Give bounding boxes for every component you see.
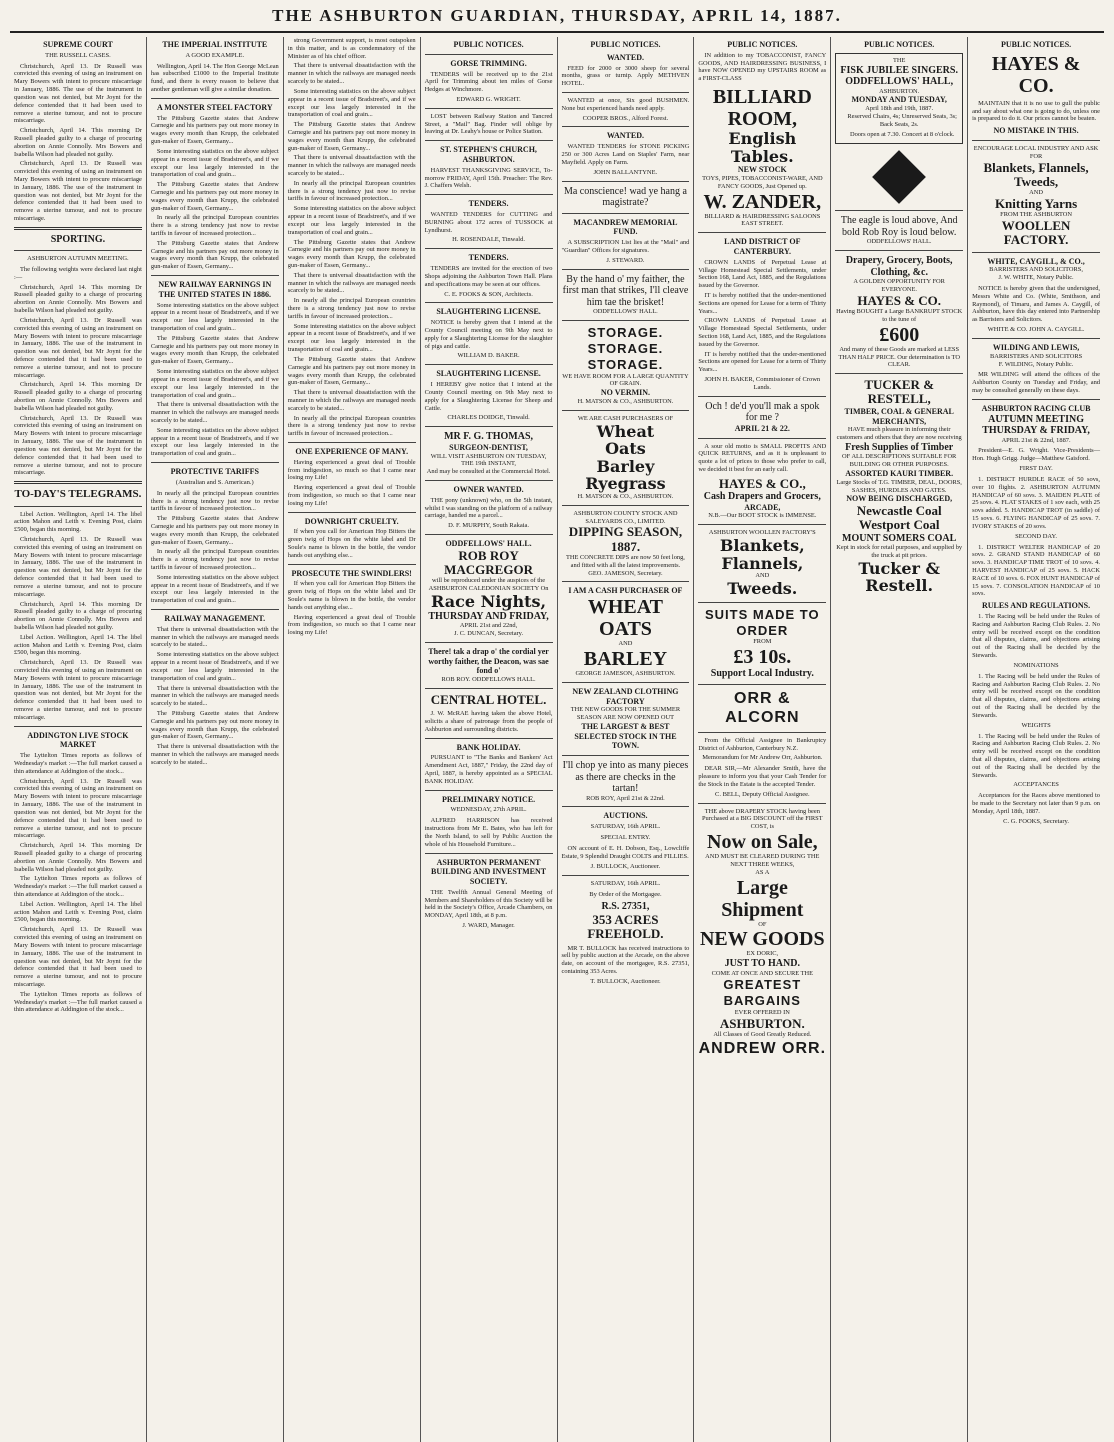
- article-paragraph: Having experienced a great deal of Trouble from indigestion, so much so that I came near losing my Life!: [287, 458, 416, 482]
- notice-signature: EDWARD G. WRIGHT.: [456, 95, 521, 103]
- article-paragraph: Having experienced a great deal of Trouble from indigestion, so much so that I came near losing my Life!: [287, 484, 416, 507]
- divider: [425, 364, 553, 365]
- divider: [425, 248, 553, 249]
- article-paragraph: That there is universal dissatisfaction with the manner in which the railways are managed needs scarcely to be stated...: [150, 743, 279, 766]
- divider: [562, 505, 690, 506]
- hayes-ad: HAYES & CO.: [991, 52, 1081, 97]
- divider: [288, 512, 416, 513]
- divider: [835, 210, 963, 211]
- article-paragraph: Christchurch, April 14. This morning Dr Russell pleaded guilty to a charge of procuring abortion on Annie Connolly. Mrs Bowers and Isabella Wilson had pleaded not guilty.: [14, 283, 142, 315]
- clothing-factory-ad: NEW ZEALAND CLOTHING FACTORY THE NEW GOODS FOR THE SUMMER SEASON ARE NOW OPENED OUT THE LARGEST & BEST SELECTED STOCK IN THE TOWN.: [570, 686, 681, 751]
- quote-ad: Och ! de'd you'll mak a spok for me ? APRIL 21 & 22.: [705, 400, 820, 433]
- divider: [425, 853, 553, 854]
- divider: [698, 438, 826, 439]
- notice-text: 1. DISTRICT HURDLE RACE of 50 sovs, over 10 flights. 2. ASHBURTON AUTUMN HANDICAP of 60 sovs. 3. MAIDEN PLATE of 25 sovs. 4. FLAT STAKES of 1 sov each, with 25 sovs added. 5. HANDICAP TROT (in saddle) of 15 sovs. 6. FLYING HANDICAP of 25 sovs. 7. IVORY STAKES of 20 sovs.: [972, 475, 1100, 530]
- woollen-factory-ad: ENCOURAGE LOCAL INDUSTRY AND ASK FOR Blankets, Flannels, Tweeds, AND Knitting Yarns FROM THE ASHBURTON WOOLLEN FACTORY.: [973, 144, 1099, 248]
- headline: NEW RAILWAY EARNINGS IN THE UNITED STATES IN 1886.: [158, 280, 272, 299]
- divider: [698, 396, 826, 397]
- diamond-ornament: [835, 158, 963, 196]
- divider: [562, 320, 690, 321]
- subheadline: WEDNESDAY, 27th APRIL.: [450, 806, 527, 814]
- quote-ad: The eagle is loud above, And bold Rob Roy is loud below. ODDFELLOWS' HALL.: [840, 215, 958, 246]
- notice-text: WANTED TENDERS for CUTTING and BURNING about 172 acres of TUSSOCK at Lyndhurst.: [424, 210, 553, 234]
- subheadline: FIRST DAY.: [1019, 465, 1053, 473]
- notice-signature: J. WARD, Manager.: [462, 922, 515, 929]
- notice-signature: H. ROSENDALE, Tinwald.: [452, 236, 525, 244]
- divider: [425, 480, 553, 481]
- article-paragraph: In nearly all the principal European countries there is a strong tendency just now to revise tariffs in favour of increased protection...: [150, 214, 279, 238]
- notice-text: NOTICE is hereby given that I intend at the County Council meeting on 9th May next to apply for a Slaughtering License for the slaughter of pigs and cattle.: [424, 319, 553, 350]
- divider: [14, 250, 142, 251]
- notice-text: CROWN LANDS of Perpetual Lease at Village Homestead Special Settlements, under Section 168, Land Act, 1885, and the Regulations issued by the Governor.: [698, 317, 827, 348]
- article-paragraph: That there is universal dissatisfaction with the manner in which the railways are managed needs scarcely to be stated...: [287, 62, 416, 86]
- billiard-ad: BILLIARD ROOM, English Tables. NEW STOCK TOYS, PIPES, TOBACCONIST-WARE, AND FANCY GOODS, Just Opened up. W. ZANDER, BILLIARD & HAIRDRESSING SALOONS EAST STREET.: [702, 86, 823, 228]
- divider: [698, 232, 826, 233]
- article-paragraph: Some interesting statistics on the above subject appear in a recent issue of Bradstreet's, and if we except our less largely interested in the transportation of coal and grain...: [150, 573, 279, 605]
- rob-roy-ad: ODDFELLOWS' HALL. ROB ROY MACGREGOR will be reproduced under the auspices of the ASHBURTON CALEDONIAN SOCIETY On Race Nights, THURSDAY AND FRIDAY, APRIL 21st and 22nd, J. C. DUNCAN, Secretary.: [428, 539, 549, 637]
- divider: [835, 373, 963, 374]
- column-4: [421, 37, 558, 1442]
- notice-signature: T. BULLOCK, Auctioneer.: [590, 977, 661, 985]
- headline: PROSECUTE THE SWINDLERS!: [291, 568, 412, 578]
- notice-text: MR WILDING will attend the offices of the Ashburton County on Tuesday and Friday, and may be consulted generally on these days.: [972, 371, 1100, 395]
- divider: [698, 732, 826, 733]
- divider: [14, 726, 142, 727]
- divider: [562, 806, 690, 807]
- notice-signature: WHITE & CO. JOHN A. CAYGILL.: [987, 326, 1085, 334]
- article-paragraph: If when you call for American Hop Bitters the green twig of Hops on the white label and Dr Soule's name is blown in the bottle, the vendor hands out anything else...: [287, 580, 416, 611]
- divider: [288, 442, 416, 443]
- article-paragraph: Christchurch, April 14. This morning Dr Russell pleaded guilty to a charge of procuring abortion on Annie Connolly. Mrs Bowers and Isabella Wilson had pleaded not guilty.: [14, 600, 142, 631]
- article-paragraph: The Lyttelton Times reports as follows of Wednesday's market :—The full market caused a thin attendance at Addington of the stock...: [14, 752, 142, 775]
- divider: [425, 688, 553, 689]
- headline: LAND DISTRICT OF CANTERBURY.: [724, 237, 801, 256]
- article-paragraph: Some interesting statistics on the above subject appear in a recent issue of Bradstreet's, and if we except our less largely interested in the transportation of coal and grain...: [287, 205, 416, 236]
- notice-text: DEAR SIR,—Mr Alexander Smith, have the pleasure to inform you that your Cash Tender for the Stock in the Estate is the accepted Tender.: [698, 765, 827, 788]
- headline: ADDINGTON LIVE STOCK MARKET: [27, 730, 129, 750]
- notice-signature: JOHN BALLANTYNE.: [593, 168, 658, 176]
- divider: [151, 275, 279, 276]
- article-paragraph: Christchurch, April 13. Dr Russell was convicted this evening of using an instrument on Mary Bowers with intent to procure miscarriage in January, 1886. The use of the instrument in question was not denied, but Mr Joynt for the defence contended that it had been used to remove a uterine tumour, and not to procure miscarriage.: [14, 659, 142, 721]
- subheadline: NOMINATIONS: [1013, 661, 1059, 669]
- divider: [972, 252, 1100, 253]
- notice-text: A sour old motto is SMALL PROFITS AND QUICK RETURNS, and as it is unpleasant to quote a lot of prices to those who prefer to call, we decided it best for an early call.: [698, 442, 827, 474]
- article-paragraph: Christchurch, April 13. Dr Russell was convicted this evening of using an instrument on Mary Bowers with intent to procure miscarriage in January, 1886. The use of the instrument in question was not denied, but Mr Joynt for the defence contended that it had been used to remove a uterine tumour, and not to procure miscarriage.: [14, 62, 142, 125]
- notice-text: Acceptances for the Races above mentioned to be made to the Secretary not later than 9 p.m. on Monday, April 18th, 1887.: [972, 792, 1100, 816]
- divider: [151, 609, 279, 610]
- article-paragraph: Libel Action. Wellington, April 14. The libel action Mahon and Leith v. Evening Post, claim £500, began this morning.: [14, 633, 142, 657]
- divider: [698, 524, 826, 525]
- column-2: [147, 37, 284, 1442]
- notice-text: President—E. G. Wright. Vice-Presidents—Hon. Hugh Grigg. Judge—Matthew Gaisford.: [972, 447, 1100, 463]
- dentist-ad: MR F. G. THOMAS, SURGEON-DENTIST, WILL VISIT ASHBURTON ON TUESDAY, THE 19th INSTANT, And may be consulted at the Commercial Hotel.: [426, 431, 551, 476]
- divider: [562, 181, 690, 182]
- divider: [698, 803, 826, 804]
- headline: A MONSTER STEEL FACTORY: [156, 102, 273, 112]
- article-paragraph: The Pittsburg Gazette states that Andrew Carnegie and his partners pay out more money in wages every month than Krupp, the celebrated gun-maker of Essen, Germany...: [150, 334, 279, 366]
- notice-text: ON account of E. H. Dobson, Esq., Lowcliffe Estate, 9 Splendid Draught COLTS and FILLIES.: [561, 845, 690, 860]
- article-paragraph: Christchurch, April 13. Dr Russell was convicted this evening of using an instrument on Mary Bowers with intent to procure miscarriage in January, 1886. The use of the instrument in question was not denied, but Mr Joynt for the defence contended that it had been used to remove a uterine tumour, and not to procure miscarriage.: [14, 414, 142, 477]
- article-paragraph: That there is universal dissatisfaction with the manner in which the railways are managed needs scarcely to be stated...: [150, 684, 279, 708]
- article-paragraph: Some interesting statistics on the above subject appear in a recent issue of Bradstreet's, and if we except our less largely interested in the transportation of coal and grain...: [150, 301, 279, 333]
- article-paragraph: That there is universal dissatisfaction with the manner in which the railways are managed needs scarcely to be stated...: [287, 389, 416, 412]
- notice-text: MR T. BULLOCK has received instructions to sell by public auction at the Arcade, on the above date, on account of the mortgagee, R.S. 27351, containing 353 Acres.: [561, 944, 690, 975]
- subheadline: ASHBURTON AUTUMN MEETING.: [27, 255, 129, 263]
- hayes-ad: HAYES & CO., Cash Drapers and Grocers, ARCADE, N.B.—Our BOOT STOCK is IMMENSE.: [703, 475, 821, 520]
- notice-text: TENDERS will be received up to the 21st April for Trimming about ten miles of Gorse Hedges at Winchmore.: [424, 70, 553, 94]
- orr-alcorn-ad: ORR & ALCORN: [725, 689, 800, 727]
- headline: PRELIMINARY NOTICE.: [441, 794, 536, 804]
- hayes-bankrupt-ad: Drapery, Grocery, Boots, Clothing, &c. A GOLDEN OPPORTUNITY FOR EVERYONE. HAYES & CO. Having BOUGHT a Large BANKRUPT STOCK to the tune of £600 And many of these Goods are marked at LESS THAN HALF PRICE. Our determination is TO CLEAR.: [836, 255, 963, 369]
- divider: [14, 481, 142, 484]
- notice-signature: J. BULLOCK, Auctioneer.: [590, 862, 661, 870]
- headline: PROTECTIVE TARIFFS: [170, 467, 259, 477]
- andrew-orr-ad: THE above DRAPERY STOCK having been Purchased at a BIG DISCOUNT off the FIRST COST, is Now on Sale, AND MUST BE CLEARED DURING THE NEXT THREE WEEKS, AS A Large Shipment OF NEW GOODS EX DORIC, JUST TO HAND. COME AT ONCE AND SECURE THE GREATEST BARGAINS EVER OFFERED IN ASHBURTON. All Classes of Good Greatly Reduced. ANDREW ORR.: [698, 807, 827, 1058]
- divider: [425, 790, 553, 791]
- column-3: [284, 37, 421, 1442]
- notice-text: I HEREBY give notice that I intend at the County Council meeting on 9th May next to apply for a Slaughtering License for Sheep and Cattle.: [424, 381, 553, 412]
- divider: [425, 642, 553, 643]
- headline: GORSE TRIMMING.: [450, 58, 527, 68]
- wilding-lewis-ad: WILDING AND LEWIS, BARRISTERS AND SOLICITORS F. WILDING, Notary Public.: [989, 343, 1083, 368]
- divider: [562, 92, 690, 93]
- headline: SPORTING.: [50, 233, 106, 245]
- subheadline: SECOND DAY.: [1015, 532, 1058, 540]
- divider: [562, 682, 690, 683]
- notice-text: WANTED TENDERS for STONE PICKING 250 or 300 Acres Land on Staples' Farm, near Mayfield. Apply on Farm.: [561, 143, 690, 166]
- column-8: [968, 37, 1104, 1442]
- article-paragraph: In nearly all the principal European countries there is a strong tendency just now to revise tariffs in favour of increased protection...: [287, 414, 416, 438]
- article-paragraph: The Pittsburg Gazette states that Andrew Carnegie and his partners pay out more money in wages every month than Krupp, the celebrated gun-maker of Essen, Germany...: [150, 709, 279, 741]
- notice-text: FEED for 2000 or 3000 sheep for several months, grass or turnip. Apply METHVEN HOTEL.: [561, 64, 690, 88]
- article-paragraph: Having experienced a great deal of Trouble from indigestion, so much so that I came near losing my Life!: [287, 613, 416, 637]
- notice-text: IN addition to my TOBACCONIST, FANCY GOODS, AND HAIRDRESSING BUSINESS, I have NOW OPENED my UPSTAIRS ROOM as a FIRST-CLASS: [698, 51, 827, 83]
- divider: [562, 875, 690, 876]
- divider: [425, 54, 553, 55]
- article-paragraph: The Pittsburg Gazette states that Andrew Carnegie and his partners pay out more money in wages every month than Krupp, the celebrated gun-maker of Essen, Germany...: [287, 121, 416, 152]
- notice-text: CROWN LANDS of Perpetual Lease at Village Homestead Special Settlements, under Section 168, Land Act, 1885, and the Regulations issued by the Governor.: [698, 258, 827, 290]
- article-paragraph: That there is universal dissatisfaction with the manner in which the railways are managed needs scarcely to be stated...: [287, 271, 416, 295]
- article-paragraph: Some interesting statistics on the above subject appear in a recent issue of Bradstreet's, and if we except our less largely interested in the transportation of coal and grain...: [287, 87, 416, 119]
- notice-text: IT is hereby notified that the under-mentioned Sections are opened for Lease for a term of Thirty Years...: [698, 291, 827, 315]
- notice-signature: C. E. FOOKS & SON, Architects.: [444, 290, 533, 298]
- jameson-grain-ad: I AM A CASH PURCHASER OF WHEAT OATS AND BARLEY GEORGE JAMESON, ASHBURTON.: [568, 586, 683, 677]
- divider: [288, 564, 416, 565]
- subheadline: SPECIAL ENTRY.: [600, 834, 651, 842]
- racing-club-ad: ASHBURTON RACING CLUB AUTUMN MEETING THURSDAY & FRIDAY, APRIL 21st & 22nd, 1887.: [981, 403, 1091, 444]
- divider: [425, 534, 553, 535]
- article-paragraph: Christchurch, April 14. This morning Dr Russell pleaded guilty to a charge of procuring abortion on Annie Connolly. Mrs Bowers and Isabella Wilson had pleaded not guilty.: [14, 381, 142, 412]
- divider: [14, 227, 142, 230]
- divider: [972, 338, 1100, 339]
- article-paragraph: Libel Action. Wellington, April 14. The libel action Mahon and Leith v. Evening Post, claim £500, began this morning.: [14, 510, 142, 534]
- headline: SUPREME COURT: [43, 40, 113, 49]
- article-paragraph: The Pittsburg Gazette states that Andrew Carnegie and his partners pay out more money in wages every month than Krupp, the celebrated gun-maker of Essen, Germany...: [150, 114, 279, 146]
- quote-ad: By the hand o' my faither, the first man that strikes, I'll cleave him tae the brisket! ODDFELLOWS' HALL.: [562, 273, 689, 316]
- divider: [562, 126, 690, 127]
- divider: [425, 738, 553, 739]
- article-paragraph: The Pittsburg Gazette states that Andrew Carnegie and his partners pay out more money in wages every month than Krupp, the celebrated gun-maker of Essen, Germany...: [287, 238, 416, 269]
- notice-signature: JOHN H. BAKER, Commissioner of Crown Lands.: [704, 376, 821, 391]
- notice-text: TENDERS are invited for the erection of two Shops adjoining the Ashburton Town Hall. Plans and specifications may be seen at our offices.: [424, 265, 553, 288]
- section-head: PUBLIC NOTICES.: [453, 40, 524, 49]
- notice-text: MAINTAIN that it is no use to gull the public and say about what one is going to do, unless one is prepared to do it. Our prices cannot be beaten.: [972, 99, 1100, 123]
- article-paragraph: Christchurch, April 14. This morning Dr Russell pleaded guilty to a charge of procuring abortion on Annie Connolly. Mrs Bowers and Isabella Wilson had pleaded not guilty.: [14, 842, 142, 873]
- notice-signature: J. STEWARD.: [606, 256, 645, 264]
- headline: ASHBURTON PERMANENT BUILDING AND INVESTMENT SOCIETY.: [430, 857, 547, 886]
- headline: SLAUGHTERING LICENSE.: [436, 369, 541, 379]
- divider: [972, 140, 1100, 141]
- columns: [10, 37, 1104, 1442]
- divider: [151, 98, 279, 99]
- subheadline: (Australian and S. American.): [175, 478, 254, 486]
- notice-text: WANTED at once, Six good BUSHMEN. None but experienced hands need apply.: [561, 96, 690, 112]
- notice-text: LOST between Railway Station and Tancred Street, a "Mail" Bag. Finder will oblige by leaving at Dr. Leahy's house or Police Station.: [424, 112, 553, 136]
- article-paragraph: Christchurch, April 13. Dr Russell was convicted this evening of using an instrument on Mary Bowers with intent to procure miscarriage in January, 1886. The use of the instrument in question was not denied, but Mr Joynt for the defence contended that it had been used to remove a uterine tumour, and not to procure miscarriage.: [14, 926, 142, 988]
- subheadline: WEIGHTS: [1021, 721, 1051, 729]
- tucker-restell-ad: TUCKER & RESTELL, TIMBER, COAL & GENERAL MERCHANTS, HAVE much pleasure in informing their customers and others that they are now receiving Fresh Supplies of Timber OF ALL DESCRIPTIONS SUITABLE FOR BUILDING OR OTHER PURPOSES. ASSORTED KAURI TIMBER. Large Stocks of T.G. TIMBER, DEAL, DOORS, SASHES, HURDLES AND GATES. NOW BEING DISCHARGED, Newcastle Coal Westport Coal MOUNT SOMERS COAL Kept in stock for retail purposes, and supplied by the truck at pit prices. Tucker & Restell.: [836, 377, 963, 596]
- notice-text: THE Twelfth Annual General Meeting of Members and Shareholders of this Society will be held in the Society's Office, Arcade Chambers, on MONDAY, April 18th, at 8 p.m.: [424, 888, 553, 920]
- headline: TENDERS.: [468, 253, 509, 263]
- divider: [972, 399, 1100, 400]
- headline: TO-DAY'S TELEGRAMS.: [14, 488, 142, 501]
- notice-signature: D. F. MURPHY, South Rakaia.: [448, 522, 530, 530]
- quote-ad: I'll chop ye into as many pieces as there are checks in the tartan! ROB ROY, April 21st & 22nd.: [562, 760, 689, 802]
- article-paragraph: Some interesting statistics on the above subject appear in a recent issue of Bradstreet's, and if we except our less largely interested in the transportation of coal and grain...: [150, 426, 279, 458]
- section-head: PUBLIC NOTICES.: [727, 40, 798, 49]
- divider: [562, 410, 690, 411]
- section-head: PUBLIC NOTICES.: [864, 40, 935, 49]
- notice-text: J. W. McRAE having taken the above Hotel, solicits a share of patronage from the people of Ashburton and surrounding districts.: [424, 710, 553, 733]
- headline: DOWNRIGHT CRUELTY.: [304, 516, 399, 526]
- headline: WANTED.: [606, 131, 644, 141]
- article-paragraph: In nearly all the principal European countries there is a strong tendency just now to revise tariffs in favour of increased protection...: [287, 179, 416, 203]
- article-paragraph: The Lyttelton Times reports as follows of Wednesday's market :—The full market caused a thin attendance at Addington of the stock...: [14, 990, 142, 1014]
- white-caygill-ad: WHITE, CAYGILL, & CO., BARRISTERS AND SOLICITORS, J. W. WHITE, Notary Public.: [987, 256, 1085, 282]
- divider: [562, 213, 690, 214]
- subheadline: ACCEPTANCES: [1013, 781, 1059, 789]
- divider: [425, 426, 553, 427]
- divider: [835, 250, 963, 251]
- headline: ST. STEPHEN'S CHURCH, ASHBURTON.: [440, 145, 537, 165]
- headline: THE IMPERIAL INSTITUTE: [162, 40, 268, 49]
- divider: [425, 302, 553, 303]
- divider: [562, 269, 690, 270]
- divider: [698, 684, 826, 685]
- notice-signature: CHARLES DOIDGE, Tinwald.: [447, 414, 530, 422]
- notice-text: NOTICE is hereby given that the undersigned, Messrs White and Co. (White, Smithson, and Raymond), of Timaru, and James A. Caygill, of Ashburton, have this day entered into Partnership as Barristers and Solicitors.: [972, 285, 1100, 324]
- divider: [14, 506, 142, 507]
- fisk-jubilee-ad: THE FISK JUBILEE SINGERS. ODDFELLOWS' HALL, ASHBURTON. MONDAY AND TUESDAY, April 18th and 19th, 1887. Reserved Chairs, 4s; Unreserved Seats, 3s; Back Seats, 2s. Doors open at 7.30. Concert at 8 o'clock.: [835, 53, 963, 145]
- article-paragraph: The Pittsburg Gazette states that Andrew Carnegie and his partners pay out more money in wages every month than Krupp, the celebrated gun-maker of Essen, Germany...: [150, 239, 279, 271]
- notice-text: 1. The Racing will be held under the Rules of Racing and Ashburton Racing Club Rules. 2. No entry will be received except on the condition that all disputes, claims, and objections arising out of the Racing shall be decided by the Stewards.: [972, 732, 1100, 779]
- divider: [562, 755, 690, 756]
- notice-text: A SUBSCRIPTION List lies at the "Mail" and "Guardian" Offices for signatures.: [561, 239, 690, 254]
- divider: [425, 194, 553, 195]
- headline: MACANDREW MEMORIAL FUND.: [573, 217, 678, 237]
- section-head: PUBLIC NOTICES.: [590, 40, 661, 49]
- article-paragraph: Christchurch, April 13. Dr Russell was convicted this evening of using an instrument on Mary Bowers with intent to procure miscarriage in January, 1886. The use of the instrument in question was not denied, but Mr Joynt for the defence contended that it had been used to remove a uterine tumour, and not to procure miscarriage.: [14, 316, 142, 379]
- article-paragraph: The Pittsburg Gazette states that Andrew Carnegie and his partners pay out more money in wages every month than Krupp, the celebrated gun-maker of Essen, Germany...: [287, 355, 416, 387]
- section-head: PUBLIC NOTICES.: [1000, 40, 1072, 49]
- diamond-icon: [872, 151, 926, 205]
- masthead: THE ASHBURTON GUARDIAN, THURSDAY, APRIL 14, 1887.: [10, 6, 1104, 33]
- dipping-ad: ASHBURTON COUNTY STOCK AND SALEYARDS CO., LIMITED. DIPPING SEASON, 1887. THE CONCRETE DIPS are now 50 feet long, and fitted with all the latest improvements. GEO. JAMESON, Secretary.: [565, 509, 685, 577]
- notice-text: IT is hereby notified that the under-mentioned Sections are opened for Lease for a term of Thirty Years...: [698, 350, 827, 374]
- subheadline: SATURDAY, 16th APRIL.: [590, 879, 661, 887]
- notice-text: THE pony (unknown) who, on the 5th instant, whilst I was standing on the platform of a railway carriage, handed me a parcel...: [424, 496, 553, 520]
- article-paragraph: Wellington, April 14. The Hon George McLean has subscribed £1000 to the Imperial Institute fund, and there is every reason to believe that another gentleman will give a similar donation.: [150, 62, 279, 94]
- column-6: [694, 37, 831, 1442]
- notice-signature: C. BELL, Deputy Official Assignee.: [714, 790, 810, 798]
- headline: RAILWAY MANAGEMENT.: [164, 614, 266, 624]
- central-hotel-ad: CENTRAL HOTEL.: [430, 691, 547, 707]
- notice-text: PURSUANT to "The Banks and Bankers' Act Amendment Act, 1887," Friday, the 22nd day of April, 1887, is hereby appointed as a SPECIAL BANK HOLIDAY.: [424, 754, 553, 785]
- notice-text: From the Official Assignee in Bankruptcy District of Ashburton, Canterbury N.Z.: [698, 736, 827, 752]
- divider: [425, 140, 553, 141]
- headline: AUCTIONS.: [603, 811, 648, 821]
- article-paragraph: The Lyttelton Times reports as follows of Wednesday's market :—The full market caused a thin attendance at Addington of the stock...: [14, 875, 142, 898]
- article-paragraph: Christchurch, April 13. Dr Russell was convicted this evening of using an instrument on Mary Bowers with intent to procure miscarriage in January, 1886. The use of the instrument in question was not denied, but Mr Joynt for the defence contended that it had been used to remove a uterine tumour, and not to procure miscarriage.: [14, 536, 142, 598]
- article-paragraph: Christchurch, April 13. Dr Russell was convicted this evening of using an instrument on Mary Bowers with intent to procure miscarriage in January, 1886. The use of the instrument in question was not denied, but Mr Joynt for the defence contended that it had been used to remove a uterine tumour, and not to procure miscarriage.: [14, 777, 142, 840]
- article-paragraph: Some interesting statistics on the above subject appear in a recent issue of Bradstreet's, and if we except our less largely interested in the transportation of coal and grain...: [150, 147, 279, 179]
- article-paragraph: That there is universal dissatisfaction with the manner in which the railways are managed needs scarcely to be stated...: [150, 625, 279, 649]
- subheadline: Memorandum for Mr Andrew Orr, Ashburton.: [702, 754, 823, 762]
- headline: ONE EXPERIENCE OF MANY.: [295, 447, 409, 456]
- article-paragraph: strong Government support, is most outspoken in this matter, and is as condemnatory of the Minister as of his chief officer.: [287, 37, 416, 60]
- column-5: [558, 37, 695, 1442]
- headline: WANTED.: [606, 52, 644, 62]
- article-paragraph: The Pittsburg Gazette states that Andrew Carnegie and his partners pay out more money in wages every month than Krupp, the celebrated gun-maker of Essen, Germany...: [150, 515, 279, 546]
- article-paragraph: That there is universal dissatisfaction with the manner in which the railways are managed needs scarcely to be stated...: [287, 154, 416, 177]
- column-7: [831, 37, 968, 1442]
- divider: [151, 462, 279, 463]
- freehold-ad: R.S. 27351, 353 ACRES FREEHOLD.: [587, 901, 664, 942]
- subheadline: By Order of the Mortgagee.: [589, 890, 662, 898]
- notice-text: 1. DISTRICT WELTER HANDICAP of 20 sovs. 2. GRAND STAND HANDICAP of 60 sovs. 3. HANDICAP TIME TROT of 10 sovs. 4. HARVEST HANDICAP of 25 sovs. 5. HACK RACE of 10 sovs. 6. FOX HUNT HANDICAP of 15 sovs. 7. CONSOLATION HANDICAP of 10 sovs.: [972, 543, 1100, 598]
- article-paragraph: If when you call for American Hop Bitters the green twig of Hops on the white label and Dr Soule's name is blown in the bottle, the vendor hands out anything else...: [287, 528, 416, 559]
- grain-purchase-ad: WE ARE CASH PURCHASERS OF Wheat Oats Barley Ryegrass H. MATSON & CO., ASHBURTON.: [577, 414, 674, 500]
- article-paragraph: The following weights were declared last night :—: [14, 266, 142, 281]
- article-paragraph: Some interesting statistics on the above subject appear in a recent issue of Bradstreet's, and if we except our less largely interested in the transportation of coal and grain...: [150, 651, 279, 682]
- headline: RULES AND REGULATIONS.: [982, 601, 1091, 611]
- notice-signature: COOPER BROS., Alford Forest.: [582, 114, 669, 122]
- divider: [698, 602, 826, 603]
- notice-text: 1. The Racing will be held under the Rules of Racing and Ashburton Racing Club Rules. 2. No entry will be received except on the condition that all disputes, claims, and objections arising out of the Racing shall be decided by the Stewards.: [972, 672, 1100, 719]
- woollen-factory-ad: ASHBURTON WOOLLEN FACTORY'S Blankets, Flannels, AND Tweeds.: [708, 529, 816, 599]
- headline: TENDERS.: [468, 199, 509, 209]
- divider: [425, 108, 553, 109]
- headline: SLAUGHTERING LICENSE.: [436, 307, 541, 317]
- article-paragraph: The Pittsburg Gazette states that Andrew Carnegie and his partners pay out more money in wages every month than Krupp, the celebrated gun-maker of Essen, Germany...: [150, 181, 279, 212]
- hayes-tagline: NO MISTAKE IN THIS.: [993, 126, 1079, 136]
- article-paragraph: Some interesting statistics on the above subject appear in a recent issue of Bradstreet's, and if we except our less largely interested in the transportation of coal and grain...: [150, 368, 279, 399]
- article-paragraph: That there is universal dissatisfaction with the manner in which the railways are managed needs scarcely to be stated...: [150, 401, 279, 424]
- article-paragraph: In nearly all the principal European countries there is a strong tendency just now to revise tariffs in favour of increased protection...: [287, 297, 416, 320]
- notice-text: HARVEST THANKSGIVING SERVICE, To-morrow FRIDAY, April 15th. Preacher: The Rev. J. Chaffers Welsh.: [424, 166, 553, 190]
- article-paragraph: Christchurch, April 13. Dr Russell was convicted this evening of using an instrument on Mary Bowers with intent to procure miscarriage in January, 1886. The use of the instrument in question was not denied, but Mr Joynt for the defence contended that it had been used to remove a uterine tumour, and not to procure miscarriage.: [14, 160, 142, 223]
- article-paragraph: Some interesting statistics on the above subject appear in a recent issue of Bradstreet's, and if we except our less largely interested in the transportation of coal and grain...: [287, 322, 416, 354]
- headline: OWNER WANTED.: [453, 484, 524, 494]
- article-paragraph: In nearly all the principal European countries there is a strong tendency just now to revise tariffs in favour of increased protection...: [150, 489, 279, 513]
- rob-roy-quote: There! tak a drap o' the cordial yer worthy faither, the Deacon, was sae fond o' ROB ROY. ODDFELLOWS HALL.: [428, 646, 549, 684]
- notice-signature: WILLIAM D. BAKER.: [457, 352, 520, 360]
- notice-text: 1. The Racing will be held under the Rules of Racing and Ashburton Racing Club Rules. 2. No entry will be received except on the condition that all disputes, claims, and objections arising out of the Racing shall be decided by the Stewards.: [972, 613, 1100, 660]
- notice-text: ALFRED HARRISON has received instructions from Mr E. Bates, who has left for the North Island, to sell by Public Auction the whole of his Household Furniture...: [424, 817, 553, 848]
- article-paragraph: Christchurch, April 14. This morning Dr Russell pleaded guilty to a charge of procuring abortion on Annie Connolly. Mrs Bowers and Isabella Wilson had pleaded not guilty.: [14, 127, 142, 158]
- article-paragraph: In nearly all the principal European countries there is a strong tendency just now to revise tariffs in favour of increased protection...: [150, 548, 279, 572]
- notice-signature: C. G. FOOKS, Secretary.: [1003, 817, 1069, 825]
- divider: [562, 581, 690, 582]
- storage-ad: STORAGE. STORAGE. STORAGE. WE HAVE ROOM FOR A LARGE QUANTITY OF GRAIN. NO VERMIN. H. MATSON & CO., ASHBURTON.: [562, 324, 689, 405]
- subheadline: THE RUSSELL CASES.: [45, 51, 111, 59]
- headline: BANK HOLIDAY.: [456, 742, 521, 752]
- column-1: [10, 37, 147, 1442]
- article-paragraph: Libel Action. Wellington, April 14. The libel action Mahon and Leith v. Evening Post, claim £500, began this morning.: [14, 900, 142, 924]
- quote-ad: Ma conscience! wad ye hang a magistrate?: [563, 185, 687, 209]
- subheadline: SATURDAY, 16th APRIL.: [590, 823, 661, 831]
- subheadline: A GOOD EXAMPLE.: [185, 51, 245, 59]
- suits-ad: SUITS MADE TO ORDER FROM £3 10s. Support Local Industry.: [705, 606, 820, 680]
